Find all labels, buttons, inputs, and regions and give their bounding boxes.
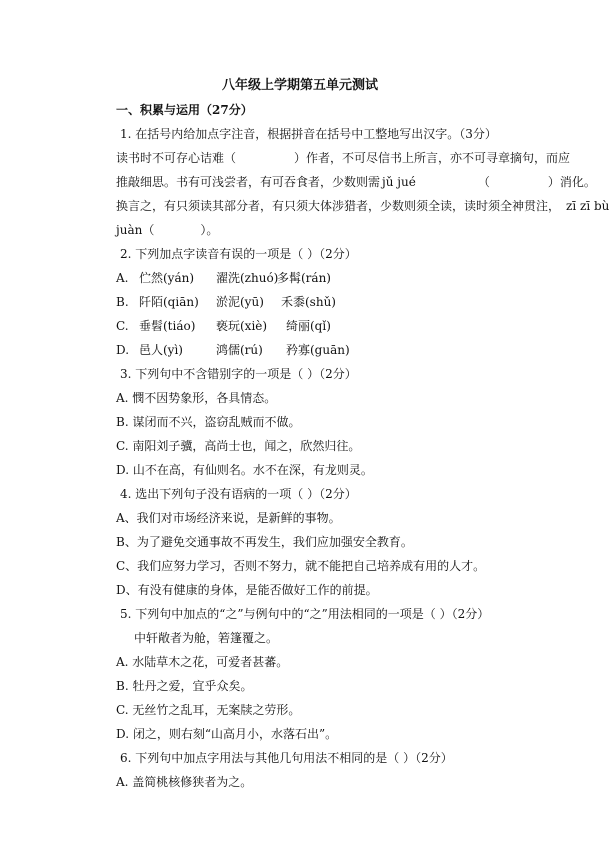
option-item: 矜寡(guān) bbox=[286, 343, 350, 357]
q4-option-d: D、有没有健康的身体，是能否做好工作的前提。 bbox=[116, 583, 378, 597]
pinyin-jujue: jǔ jué bbox=[382, 175, 416, 189]
q3-option-a: A. 憫不因势象形，各具情态。 bbox=[116, 391, 277, 405]
q2-option-a bbox=[116, 269, 331, 287]
q4-option-a: A、我们对市场经济来说，是新鲜的事物。 bbox=[116, 511, 341, 525]
q1-line3-a: 换言之，有只须读其部分者，有只须大体涉猎者，少数则须全读，读时须全神贯注， bbox=[116, 199, 561, 213]
q2-option-d bbox=[116, 341, 350, 359]
q1-line1-b: ）作者，不可尽信书上所言，亦不可寻章摘句，而应 bbox=[294, 151, 571, 165]
option-item: 淤泥(yū) bbox=[216, 295, 264, 309]
q1-line4 bbox=[116, 221, 218, 239]
q3-stem: 3. 下列句中不含错别字的一项是（ ）（2分） bbox=[120, 367, 357, 381]
q2-stem: 2. 下列加点字读音有误的一项是（ ）（2分） bbox=[120, 247, 357, 261]
option-item: 多髯(rán) bbox=[277, 271, 331, 285]
option-item: 伫然(yán) bbox=[139, 271, 195, 285]
q1-line4-b: ）。 bbox=[200, 223, 219, 237]
q1-line2-a: 推敲细思。书有可浅尝者，有可吞食者，少数则需 bbox=[116, 175, 381, 189]
q5-option-c: C. 无丝竹之乱耳，无案牍之劳形。 bbox=[116, 703, 301, 717]
q5-option-b: B. 牡丹之爱，宜乎众矣。 bbox=[116, 679, 253, 693]
option-item: 濯洗(zhuó) bbox=[216, 271, 279, 285]
option-item: 鸿儒(rú) bbox=[216, 343, 263, 357]
q3-option-c: C. 南阳刘子骥，高尚士也，闻之，欣然归往。 bbox=[116, 439, 361, 453]
q5-option-a: A. 水陆草木之花，可爱者甚蕃。 bbox=[116, 655, 289, 669]
q4-option-b: B、为了避免交通事故不再发生，我们应加强安全教育。 bbox=[116, 535, 413, 549]
option-letter: A. bbox=[116, 271, 129, 285]
q1-line2-c: ）消化。 bbox=[547, 175, 596, 189]
option-letter: D. bbox=[116, 343, 130, 357]
exam-title: 八年级上学期第五单元测试 bbox=[221, 78, 378, 93]
q1-line2-b: （ bbox=[477, 175, 490, 189]
q1-line4-a: （ bbox=[142, 223, 155, 237]
q2-option-c bbox=[116, 317, 331, 335]
q4-stem: 4. 选出下列句子没有语病的一项（ ）（2分） bbox=[120, 487, 357, 501]
pinyin-juan: juàn bbox=[116, 223, 143, 237]
q3-option-b: B. 谋闭而不兴，盗窃乱贼而不做。 bbox=[116, 415, 301, 429]
q4-option-c: C、我们应努力学习，否则不努力，就不能把自己培养成有用的人才。 bbox=[116, 559, 486, 573]
q1-stem: 1. 在括号内给加点字注音，根据拼音在括号中工整地写出汉字。（3分） bbox=[120, 127, 497, 141]
q1-line3 bbox=[116, 197, 609, 215]
option-item: 绮丽(qǐ) bbox=[286, 319, 331, 333]
option-letter: B. bbox=[116, 295, 129, 309]
q3-option-d: D. 山不在高，有仙则名。水不在深，有龙则灵。 bbox=[116, 463, 373, 477]
q1-line1-a: 读书时不可存心诘难（ bbox=[116, 151, 237, 165]
option-letter: C. bbox=[116, 319, 129, 333]
q2-option-b bbox=[116, 293, 336, 311]
q5-example: 中轩敞者为舱，箬篷覆之。 bbox=[134, 631, 279, 645]
option-item: 阡陌(qiān) bbox=[139, 295, 199, 309]
q5-option-d: D. 闭之，则右刻“山高月小，水落石出”。 bbox=[116, 727, 338, 741]
option-item: 邑人(yì) bbox=[139, 343, 183, 357]
q5-stem: 5. 下列句中加点的“之”与例句中的“之”用法相同的一项是（ ）（2分） bbox=[120, 607, 490, 621]
option-item: 禾黍(shǔ) bbox=[281, 295, 336, 309]
q1-line1 bbox=[116, 149, 570, 167]
q6-option-a: A. 盖简桃核修狭者为之。 bbox=[116, 775, 253, 789]
section-heading: 一、积累与运用（27分） bbox=[116, 103, 253, 117]
option-item: 亵玩(xiè) bbox=[216, 319, 268, 333]
q1-line2 bbox=[116, 173, 596, 191]
q6-stem: 6. 下列句中加点字用法与其他几句用法不相同的是（ ）（2分） bbox=[120, 751, 453, 765]
pinyin-zizibu: zī zī bù bbox=[566, 199, 609, 213]
option-item: 垂髫(tiáo) bbox=[139, 319, 196, 333]
